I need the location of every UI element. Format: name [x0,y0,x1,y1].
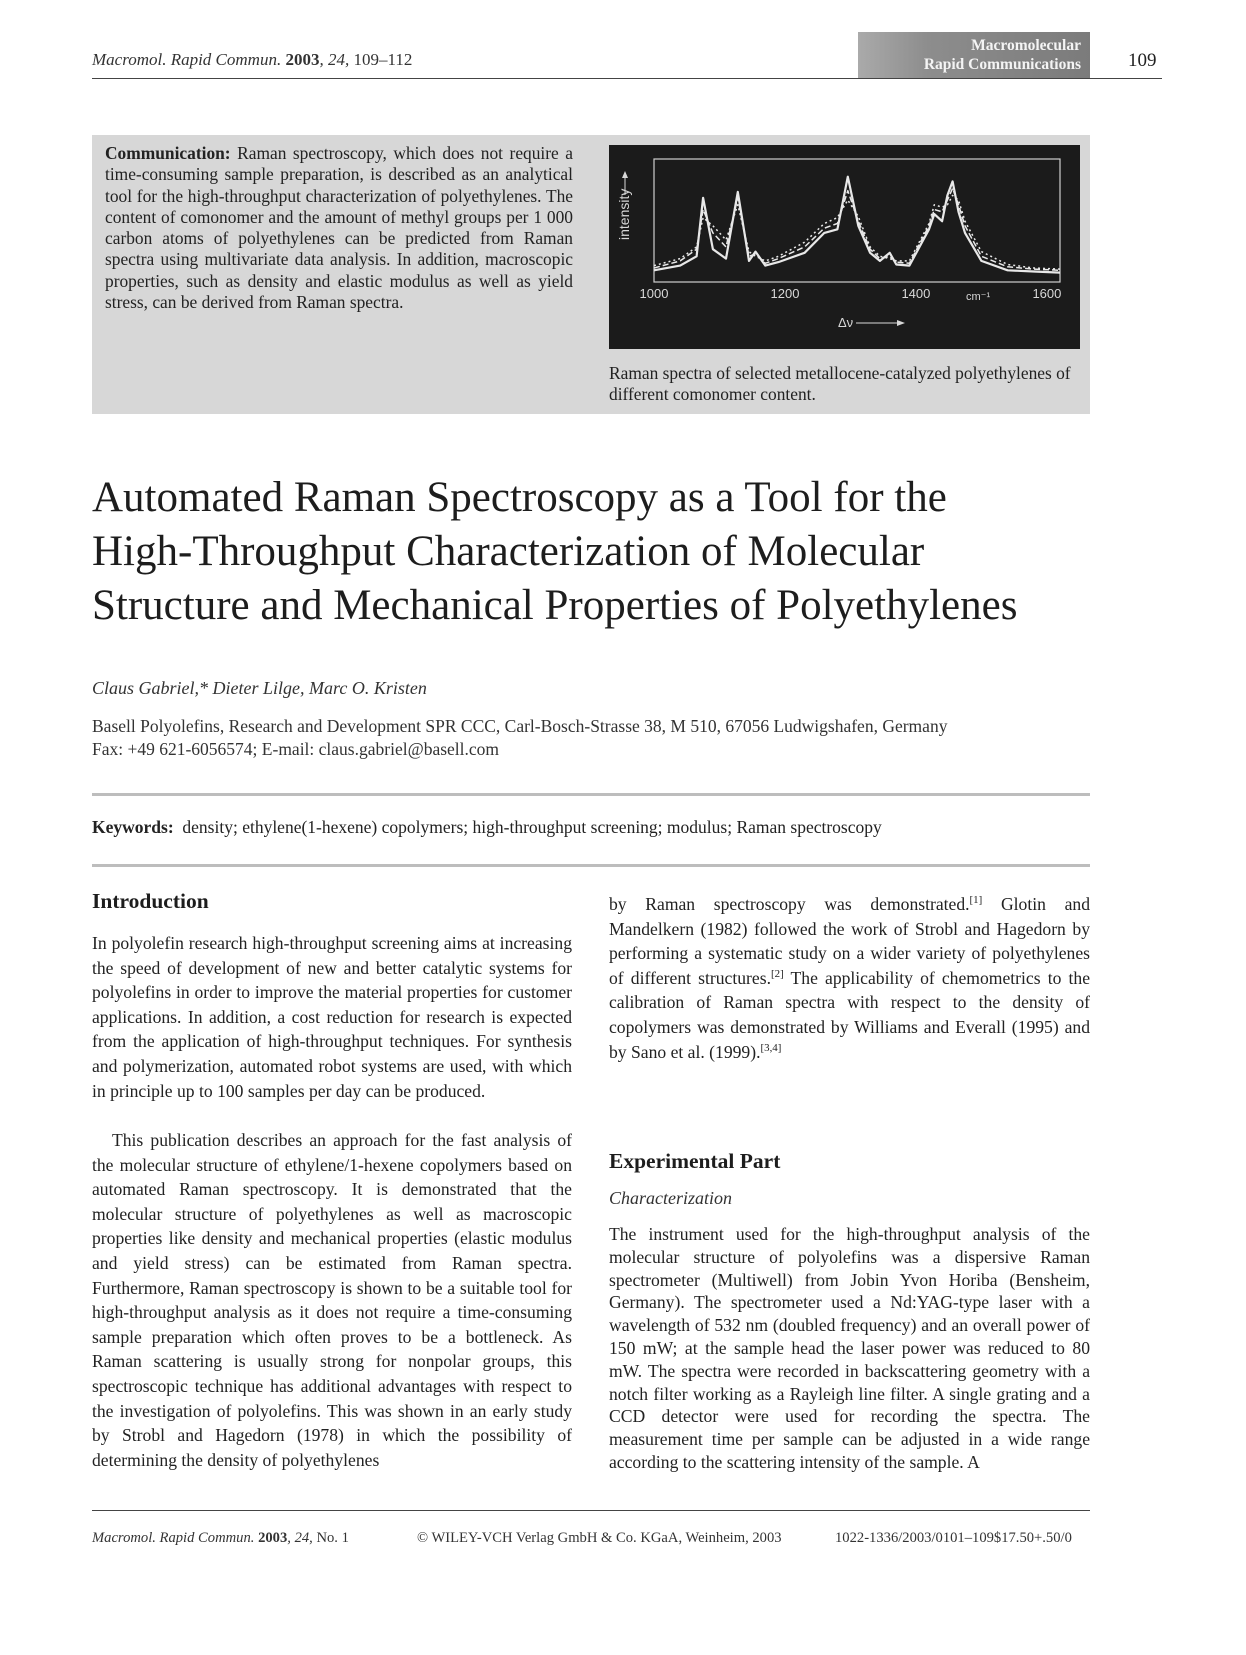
x-unit-label: cm⁻¹ [966,291,991,303]
logo-line-1: Macromolecular [971,37,1081,54]
header-journal: Macromol. Rapid Commun. [92,50,282,69]
x-tick-label: 1200 [770,286,800,301]
header-year: 2003 [285,50,320,69]
introduction-paragraph-1: In polyolefin research high-throughput screening aims at increasing the speed of development of new and better catalytic systems for polyolefins in order to improve the material properties for customer applications. In addition, a cost reduction for research is expected from the application of high-throughput techniques. For synthesis and polymerization, automated robot systems are used, with which in principle up to 100 samples per day can be produced. [92,933,572,1101]
affiliation-line-2: Fax: +49 621-6056574; E-mail: claus.gabriel@basell.com [92,739,500,759]
introduction-heading: Introduction [92,889,209,913]
keywords-label: Keywords: [92,817,174,837]
header-rule [92,78,1162,79]
footer-year: 2003 [258,1530,288,1546]
chart-svg [609,145,1080,349]
footer-volume: 24 [294,1530,310,1546]
running-header: Macromol. Rapid Commun. 2003, 24, 109–112 [92,50,413,69]
keywords-bottom-rule [92,864,1090,867]
footer-issn: 1022-1336/2003/0101–109$17.50+.50/0 [835,1530,1072,1546]
x-axis-label: Δν [838,315,854,330]
footer-journal: Macromol. Rapid Commun. [92,1530,255,1546]
spectrum-line-1 [654,177,1060,273]
characterization-subheading: Characterization [609,1188,733,1208]
spectrum-line-3 [654,195,1060,269]
x-tick-layer [640,286,1062,301]
footer-rule [92,1510,1090,1511]
title-line-3: Structure and Mechanical Properties of Polyethylenes [92,582,1018,629]
keywords-top-rule [92,793,1090,796]
logo-line-2: Rapid Communications [923,56,1081,73]
journal-logo [858,32,1090,78]
abstract-label: Communication: [105,143,231,163]
x-tick-label: 1000 [639,286,669,301]
intro-p3-part-a: by Raman spectroscopy was demonstrated. [609,894,970,914]
title-line-1: Automated Raman Spectroscopy as a Tool for the [92,474,947,521]
affiliation-line-1: Basell Polyolefins, Research and Development SPR CCC, Carl-Bosch-Strasse 38, M 510, 67056 Ludwigshafen, Germany [92,716,948,736]
raman-spectra-chart [609,145,1080,349]
introduction-paragraph-3 [609,892,1090,1064]
abstract-text [105,143,573,313]
keywords-text: density; ethylene(1-hexene) copolymers; high-throughput screening; modulus; Raman spectroscopy [182,817,882,837]
experimental-paragraph-1: The instrument used for the high-throughput analysis of the molecular structure of polyolefins was a dispersive Raman spectrometer (Multiwell) from Jobin Yvon Horiba (Bensheim, Germany). The spectrometer used a Nd:YAG-type laser with a wavelength of 532 nm (doubled frequency) and an overall power of 150 mW; at the sample head the laser power was reduced to 80 mW. The spectra were recorded in backscattering geometry with a notch filter working as a Rayleigh line filter. A single grating and a CCD detector were used for recording the spectra. The measurement time per sample can be adjusted in a wide range according to the scattering intensity of the sample. A [609,1224,1090,1472]
citation-1: [1] [969,894,983,907]
footer-copyright: © WILEY-VCH Verlag GmbH & Co. KGaA, Weinheim, 2003 [417,1530,782,1546]
page-number: 109 [1128,50,1157,71]
x-tick-label: 1400 [901,286,931,301]
x-tick-label: 1600 [1032,286,1062,301]
title-line-2: High-Throughput Characterization of Molecular [92,528,925,575]
footer-issue: , No. 1 [309,1530,349,1546]
affiliation [92,715,947,761]
abstract-body: Raman spectroscopy, which does not require a time-consuming sample preparation, is described as an analytical tool for the high-throughput characterization of polyethylenes. The content of comonomer and the amount of methyl groups per 1 000 carbon atoms of polyethylenes can be predicted from Raman spectra using multivariate data analysis. In addition, macroscopic properties, such as density and elastic modulus as well as yield stress, can be derived from Raman spectra. [105,143,573,313]
footer-citation: Macromol. Rapid Commun. 2003, 24, No. 1 [92,1530,349,1546]
introduction-paragraph-2: This publication describes an approach for the fast analysis of the molecular structure of ethylene/1-hexene copolymers based on automated Raman spectroscopy. It is demonstrated that the molecular structure of polyethylenes as well as macroscopic properties like density and mechanical properties (elastic modulus and yield stress) can be estimated from Raman spectra. Furthermore, Raman spectroscopy is shown to be a suitable tool for high-throughput analysis as it does not require a time-consuming sample preparation which often proves to be a bottleneck. As Raman scattering is usually strong for nonpolar groups, this spectroscopic technique has additional advantages with respect to the investigation of polyolefins. This was shown in an early study by Strobl and Hagedorn (1978) in which the possibility of determining the density of polyethylenes [92,1130,572,1470]
experimental-heading: Experimental Part [609,1149,781,1173]
keywords [92,817,882,838]
article-title [92,471,1192,633]
citation-2: [2] [770,967,784,980]
authors: Claus Gabriel,* Dieter Lilge, Marc O. Kristen [92,678,427,698]
series-layer [654,177,1060,273]
header-pages: 109–112 [353,50,413,69]
citation-3-4: [3,4] [760,1041,782,1054]
spectrum-line-2 [654,188,1060,270]
x-axis-arrow [856,320,905,326]
intro-p3-part-c: The applicability of chemometrics to the calibration of Raman spectra with respect to the density of copolymers was demonstrated by Williams and Everall (1995) and by Sano et al. (1999). [609,967,1091,1062]
intro-p3-part-b: Glotin and Mandelkern (1982) followed the work of Strobl and Hagedorn by performing a systematic study on a wider variety of polyethylenes of different structures. [609,894,1090,988]
y-axis-label: intensity [616,188,632,240]
figure-caption: Raman spectra of selected metallocene-catalyzed polyethylenes of different comonomer content. [609,363,1071,404]
header-volume: 24 [327,50,345,69]
